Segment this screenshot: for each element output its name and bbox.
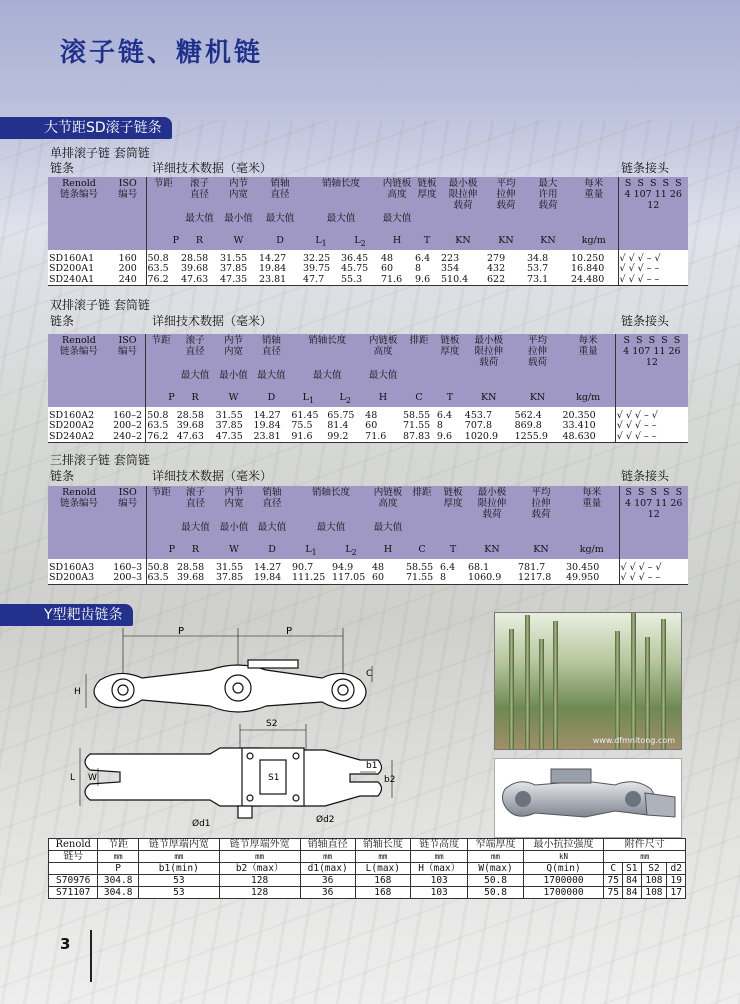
- table-cell: SD240A2: [48, 432, 110, 443]
- header-avg: 平均 拉伸 载荷: [486, 177, 526, 212]
- table-cell: 31.55: [215, 559, 253, 574]
- unit-maxv: 最大值: [258, 212, 302, 234]
- table-header-row: [48, 177, 688, 212]
- y-table-cell: 36: [300, 875, 355, 887]
- dim-p: P: [178, 626, 185, 637]
- y-table-cell: 128: [219, 875, 300, 887]
- table-row: [48, 432, 688, 443]
- table-cell: 10.250: [570, 250, 618, 265]
- table-cell: 1020.9: [464, 432, 514, 443]
- table-cell: 1217.8: [517, 573, 565, 584]
- dim-d2: Ød2: [316, 815, 335, 825]
- table3-conn-label: 链条接头: [621, 469, 670, 483]
- table-cell: 8: [436, 421, 464, 432]
- table-row: [48, 250, 688, 265]
- table-cell: 200–3: [110, 573, 146, 584]
- table2-chain-label: 链条: [50, 314, 75, 328]
- table-cell: 39.68: [180, 264, 219, 275]
- table-cell: 47.35: [215, 432, 253, 443]
- table-cell: SD160A1: [48, 250, 110, 265]
- sugarcane-photo: [494, 612, 682, 750]
- dim-w: W: [88, 773, 97, 783]
- table-cell: SD200A3: [48, 573, 110, 584]
- chain-drawing: [60, 622, 410, 832]
- table-cell: 48.630: [561, 432, 615, 443]
- table-cell: 71.55: [405, 573, 439, 584]
- header-iso: ISO 编号: [110, 177, 146, 212]
- table-cell: 16.840: [570, 264, 618, 275]
- table1-chain-label: 链条: [50, 161, 75, 175]
- table-cell: √ √ √ – √: [619, 559, 688, 574]
- table3-chain-label: 链条: [50, 469, 75, 483]
- table-cell: 707.8: [464, 421, 514, 432]
- table-cell: 75.5: [290, 421, 326, 432]
- table-cell: 50.8: [146, 250, 180, 265]
- y-table-cell: 53: [138, 887, 219, 899]
- header-roller: 滚子 直径: [180, 177, 219, 212]
- dim-l: L: [70, 773, 76, 783]
- y-table-cell: 36: [300, 887, 355, 899]
- table-cell: 9.6: [436, 432, 464, 443]
- table-symbol-row: P R W D $L_1$ $L_2$ H T KN KN KN kg/m: [48, 234, 688, 250]
- table-row: [48, 275, 688, 286]
- table-cell: SD160A2: [48, 407, 110, 422]
- header-pinlen: 销轴长度: [302, 177, 380, 212]
- table-cell: 39.68: [176, 421, 215, 432]
- table-cell: 60: [371, 573, 405, 584]
- table-cell: 354: [440, 264, 486, 275]
- table-cell: 63.5: [146, 264, 180, 275]
- table-cell: 37.85: [215, 421, 253, 432]
- table-cell: 55.3: [340, 275, 380, 286]
- table-row: [48, 573, 688, 584]
- table-cell: 223: [440, 250, 486, 265]
- table-cell: 28.58: [176, 559, 215, 574]
- table-cell: √ √ √ – √: [615, 407, 688, 422]
- table-cell: 200: [110, 264, 146, 275]
- table1-subtitle: 单排滚子链 套筒链: [50, 146, 150, 160]
- dim-b1: b1: [366, 761, 378, 771]
- table-cell: 562.4: [514, 407, 562, 422]
- unit-maxv: 最大值: [302, 212, 380, 234]
- table-cell: √ √ √ – –: [619, 573, 688, 584]
- table-row: [48, 407, 688, 422]
- y-unit-row: 链号 mm mm mm mm mm mm mm kN mm: [49, 851, 686, 863]
- table-cell: 117.05: [331, 573, 371, 584]
- photo-watermark: www.dfmnitong.com: [592, 736, 675, 745]
- table-cell: 19.84: [253, 573, 291, 584]
- table-cell: 23.81: [258, 275, 302, 286]
- table1-spec-label: 详细技术数据（毫米）: [152, 161, 273, 175]
- dim-s1: S1: [268, 773, 280, 783]
- table-cell: 14.27: [252, 407, 290, 422]
- y-header-row: Renold 节距 链节厚端内宽 链节厚端外宽 销轴直径 销轴长度 链节高度 窄端厚度 最小抗拉强度 附件尺寸: [49, 839, 686, 851]
- table-cell: 432: [486, 264, 526, 275]
- y-table-cell: 304.8: [98, 875, 139, 887]
- table-cell: 453.7: [464, 407, 514, 422]
- table-cell: 81.4: [326, 421, 364, 432]
- table-cell: 240: [110, 275, 146, 286]
- y-table-cell: 168: [355, 887, 410, 899]
- table-cell: 60: [364, 421, 402, 432]
- table-unit-row: [48, 212, 688, 234]
- table-cell: 20.350: [561, 407, 615, 422]
- table-cell: 61.45: [290, 407, 326, 422]
- dim-b2: b2: [384, 775, 396, 785]
- header-renold: Renold 链条编号: [48, 177, 110, 212]
- header-plate: 内链板 高度: [380, 177, 414, 212]
- table-cell: 8: [439, 573, 467, 584]
- table-cell: 71.55: [402, 421, 436, 432]
- table-cell: 71.6: [364, 432, 402, 443]
- header-max: 最大 许用 载荷: [526, 177, 570, 212]
- table-cell: 31.55: [219, 250, 258, 265]
- table-cell: 32.25: [302, 250, 340, 265]
- header-weight: 每米 重量: [570, 177, 618, 212]
- y-table-cell: 304.8: [98, 887, 139, 899]
- table-cell: 160: [110, 250, 146, 265]
- dim-s2: S2: [266, 719, 278, 729]
- header-thick: 链板 厚度: [414, 177, 440, 212]
- table-cell: 71.6: [380, 275, 414, 286]
- dim-h: H: [74, 687, 81, 697]
- table-cell: 14.27: [253, 559, 291, 574]
- table-cell: 34.8: [526, 250, 570, 265]
- table-cell: 53.7: [526, 264, 570, 275]
- y-table-cell: 128: [219, 887, 300, 899]
- table-cell: 76.2: [146, 432, 176, 443]
- y-table-cell: 17: [667, 887, 686, 899]
- table-cell: 39.75: [302, 264, 340, 275]
- table-cell: SD240A1: [48, 275, 110, 286]
- table-cell: 91.6: [290, 432, 326, 443]
- table-cell: 47.63: [180, 275, 219, 286]
- dim-p: P: [286, 626, 293, 637]
- table-cell: 33.410: [561, 421, 615, 432]
- y-table-cell: 108: [641, 887, 667, 899]
- section-header-sd: 大节距SD滚子链条: [34, 117, 172, 139]
- table-cell: 37.85: [215, 573, 253, 584]
- table-cell: 47.63: [176, 432, 215, 443]
- table-cell: 6.4: [439, 559, 467, 574]
- table-cell: 58.55: [405, 559, 439, 574]
- table-cell: 47.35: [219, 275, 258, 286]
- sd-double-table: Renold 链条编号 ISO 编号 节距 滚子 直径 内节 内宽 销轴 直径 销轴长度 内链板 高度 排距 链板 厚度 最小极 限拉伸 载荷 平均 拉伸 载荷 每米 重量 S S S S S 4 107 11 26 12 最大值 最小值 最大值 最大值 最大值 P R W D $L_1$ $L_2$ H C T KN KN kg/m SD160A2 160–2 50.8 28.58 31.55 14.27 61.45 65.75 48 58.55 6.4 453.7 562.4 20.350 √ √ √ – √ SD200A2 200–2 63.5 39.68 37.85 19.84 75.5 81.4 60 71.55 8 707.8 869.8 33.410 √ √ √ – – SD240A2 240–2 76.2 47.63 47.35 23.81 91.6 99.2 71.6 87.83 9.6 1020.9 1255.9 48.630 √ √ √ – –: [48, 334, 688, 443]
- header-conn: S S S S S 4 107 11 26 12: [618, 177, 688, 212]
- table-cell: 99.2: [326, 432, 364, 443]
- unit-maxv: 最大值: [180, 212, 219, 234]
- table-cell: 28.58: [180, 250, 219, 265]
- table-cell: 19.84: [252, 421, 290, 432]
- table-cell: 160–3: [110, 559, 146, 574]
- table-cell: √ √ √ – –: [615, 421, 688, 432]
- table-cell: 60: [380, 264, 414, 275]
- y-table-cell: 84: [622, 875, 641, 887]
- table-cell: 48: [380, 250, 414, 265]
- header-pitch: 节距: [146, 177, 180, 212]
- table-cell: 49.950: [565, 573, 619, 584]
- table-cell: 58.55: [402, 407, 436, 422]
- y-table-cell: 103: [410, 875, 468, 887]
- table-cell: 36.45: [340, 250, 380, 265]
- table-cell: 65.75: [326, 407, 364, 422]
- sd-single-table: [48, 177, 688, 286]
- table1-conn-label: 链条接头: [621, 161, 670, 175]
- header-inner: 内节 内宽: [219, 177, 258, 212]
- table-cell: 48: [371, 559, 405, 574]
- table-cell: SD160A3: [48, 559, 110, 574]
- table-cell: 200–2: [110, 421, 146, 432]
- chain-3d-image: [494, 758, 682, 838]
- table-cell: √ √ √ – √: [618, 250, 688, 265]
- table-cell: 50.8: [146, 407, 176, 422]
- y-table-cell: 103: [410, 887, 468, 899]
- table-cell: 8: [414, 264, 440, 275]
- unit-maxv: 最大值: [380, 212, 414, 234]
- y-table-cell: 53: [138, 875, 219, 887]
- table-cell: 39.68: [176, 573, 215, 584]
- table-cell: 23.81: [252, 432, 290, 443]
- table-cell: 63.5: [146, 573, 176, 584]
- table-cell: 9.6: [414, 275, 440, 286]
- table-cell: 48: [364, 407, 402, 422]
- table-cell: 47.7: [302, 275, 340, 286]
- y-table-cell: 1700000: [523, 887, 604, 899]
- table-cell: 622: [486, 275, 526, 286]
- page-number: 3: [60, 935, 71, 953]
- y-table-cell: 50.8: [468, 875, 523, 887]
- y-table-cell: S71107: [49, 887, 98, 899]
- table-cell: 6.4: [436, 407, 464, 422]
- table-cell: 510.4: [440, 275, 486, 286]
- table-cell: 68.1: [467, 559, 517, 574]
- table3-spec-label: 详细技术数据（毫米）: [152, 469, 273, 483]
- y-symbol-row: P b1(min) b2（max） d1(max) L(max) H（max） W(max) Q(min) C S1 S2 d2: [49, 863, 686, 875]
- table-row: [48, 559, 688, 574]
- table-cell: √ √ √ – –: [618, 264, 688, 275]
- table-cell: 19.84: [258, 264, 302, 275]
- table-cell: 160–2: [110, 407, 146, 422]
- page-title: 滚子链、糖机链: [60, 38, 264, 68]
- y-table-cell: 84: [622, 887, 641, 899]
- table-cell: 111.25: [291, 573, 331, 584]
- table-cell: 14.27: [258, 250, 302, 265]
- table-cell: 87.83: [402, 432, 436, 443]
- y-table-cell: 108: [641, 875, 667, 887]
- section-header-y: Y型耙齿链条: [34, 604, 133, 626]
- y-table-cell: 19: [667, 875, 686, 887]
- table-cell: 24.480: [570, 275, 618, 286]
- table-cell: 30.450: [565, 559, 619, 574]
- table2-subtitle: 双排滚子链 套筒链: [50, 298, 150, 312]
- y-table-cell: 75: [604, 887, 623, 899]
- y-table-row: [49, 875, 686, 887]
- dim-d1: Ød1: [192, 819, 211, 829]
- table-cell: 76.2: [146, 275, 180, 286]
- table-cell: 73.1: [526, 275, 570, 286]
- table-cell: √ √ √ – –: [615, 432, 688, 443]
- table-cell: 28.58: [176, 407, 215, 422]
- chain-3d-render: [495, 759, 683, 839]
- y-table-cell: 50.8: [468, 887, 523, 899]
- table-cell: 50.8: [146, 559, 176, 574]
- y-table-row: [49, 887, 686, 899]
- table-cell: SD200A2: [48, 421, 110, 432]
- table-cell: 1255.9: [514, 432, 562, 443]
- page-divider: [90, 930, 92, 982]
- table-cell: 1060.9: [467, 573, 517, 584]
- sd-triple-table: Renold 链条编号 ISO 编号 节距 滚子 直径 内节 内宽 销轴 直径 销轴长度 内链板 高度 排距 链板 厚度 最小极 限拉伸 载荷 平均 拉伸 载荷 每米 重量 S S S S S 4 107 11 26 12 最大值 最小值 最大值 最大值 最大值 P R W D $L_1$ $L_2$ H C T KN KN kg/m SD160A3 160–3 50.8 28.58 31.55 14.27 90.7 94.9 48 58.55 6.4 68.1 781.7 30.450 √ √ √ – √ SD200A3 200–3 63.5 39.68 37.85 19.84 111.25 117.05 60 71.55 8 1060.9 1217.8 49.950 √ √ √ – –: [48, 486, 688, 585]
- table2-spec-label: 详细技术数据（毫米）: [152, 314, 273, 328]
- table-cell: 63.5: [146, 421, 176, 432]
- y-chain-table: [48, 838, 686, 899]
- y-table-cell: 168: [355, 875, 410, 887]
- table-cell: 90.7: [291, 559, 331, 574]
- table2-conn-label: 链条接头: [621, 314, 670, 328]
- dim-c: C: [366, 669, 373, 679]
- y-table-cell: 75: [604, 875, 623, 887]
- y-table-cell: 1700000: [523, 875, 604, 887]
- table3-subtitle: 三排滚子链 套筒链: [50, 453, 150, 467]
- unit-minv: 最小值: [219, 212, 258, 234]
- table-cell: 31.55: [215, 407, 253, 422]
- header-minbreak: 最小极 限拉伸 载荷: [440, 177, 486, 212]
- table-cell: 45.75: [340, 264, 380, 275]
- table-cell: √ √ √ – –: [618, 275, 688, 286]
- table-cell: 869.8: [514, 421, 562, 432]
- table-cell: 94.9: [331, 559, 371, 574]
- table-cell: 240–2: [110, 432, 146, 443]
- table-cell: 781.7: [517, 559, 565, 574]
- table-cell: 279: [486, 250, 526, 265]
- y-table-cell: S70976: [49, 875, 98, 887]
- table-cell: 37.85: [219, 264, 258, 275]
- table-cell: 6.4: [414, 250, 440, 265]
- table-cell: SD200A1: [48, 264, 110, 275]
- header-pin: 销轴 直径: [258, 177, 302, 212]
